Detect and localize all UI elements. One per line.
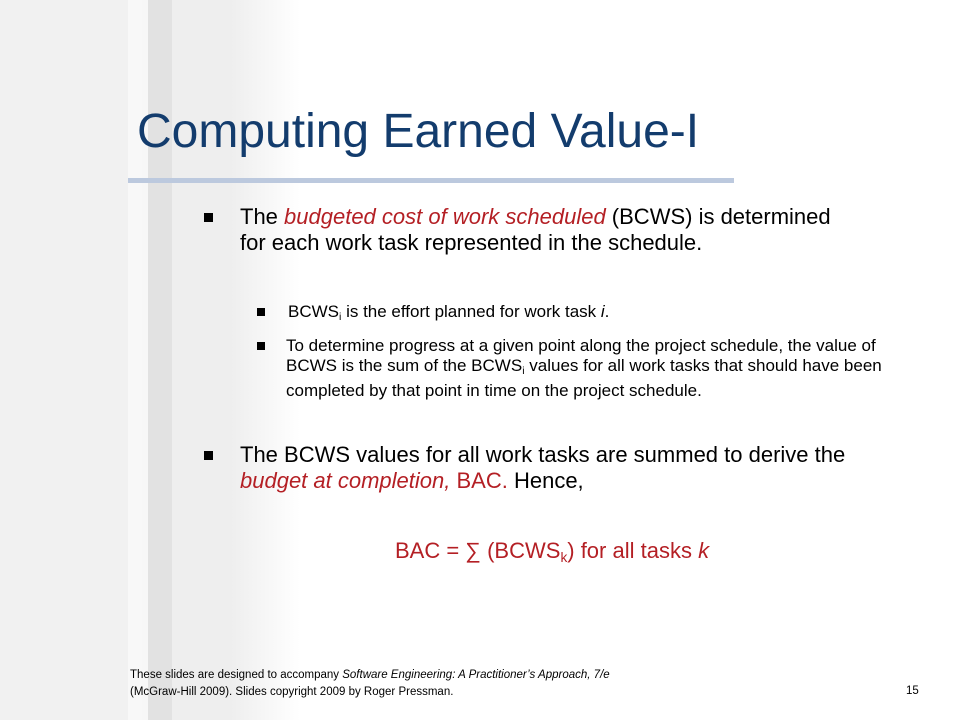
footer-citation	[130, 667, 610, 701]
title-underline	[128, 178, 734, 183]
footer-line-1: These slides are designed to accompany Software Engineering: A Practitioner’s Approach, 7/e	[130, 669, 610, 681]
bullet-text: The BCWS values for all work tasks are summed to derive the budget at completion, BAC. Hence,	[240, 442, 846, 493]
square-bullet-icon	[257, 342, 265, 350]
square-bullet-icon	[257, 308, 265, 316]
subbullet-text: To determine progress at a given point along the project schedule, the value of BCWS is the sum of the $BCWS_i$ values for all work tasks that should have been completed by that point in time on the project schedule.	[286, 336, 882, 401]
square-bullet-icon	[204, 213, 213, 222]
subbullet-text: $BCWS_i$ is the effort planned for work task i.	[288, 302, 610, 324]
slide-title: Computing Earned Value-I	[137, 105, 700, 158]
bac-formula: BAC = ∑ $(BCWS_k)$ for all tasks k	[395, 538, 710, 566]
bullet-text: The budgeted cost of work scheduled (BCWS) is determined for each work task represented in the schedule.	[240, 204, 831, 255]
square-bullet-icon	[204, 451, 213, 460]
page-number: 15	[906, 685, 919, 697]
footer-line-2: (McGraw-Hill 2009). Slides copyright 2009 by Roger Pressman.	[130, 686, 454, 698]
